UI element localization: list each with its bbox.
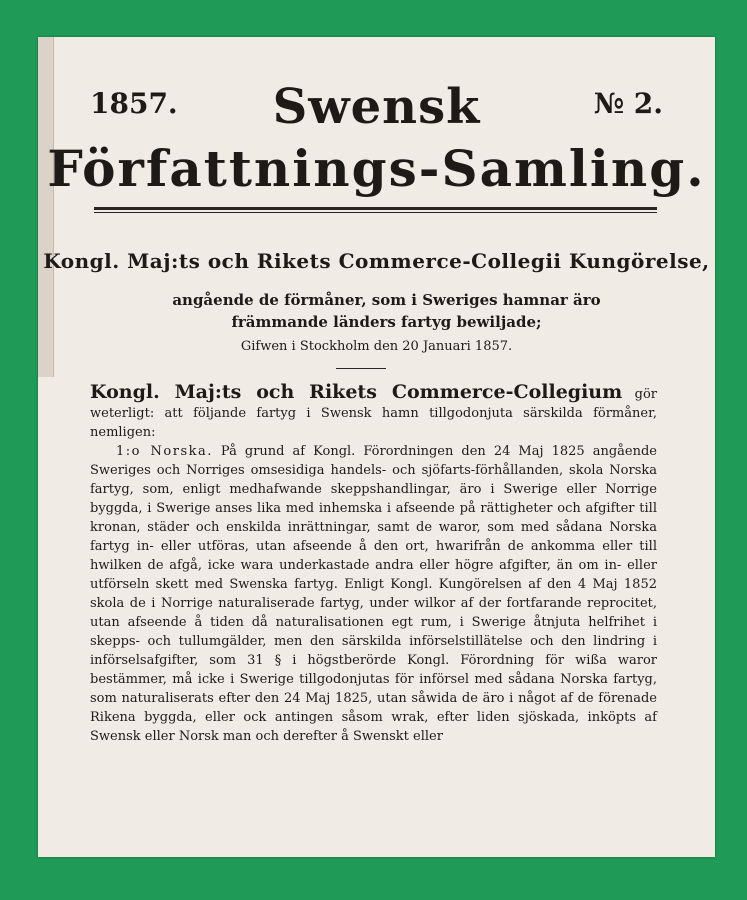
issue-year: 1857. xyxy=(90,87,178,120)
masthead-word-svensk: Swensk xyxy=(272,79,481,135)
masthead xyxy=(90,79,663,137)
masthead-rule-thick xyxy=(94,207,657,210)
ordinance-date: Gifwen i Stockholm den 20 Januari 1857. xyxy=(240,339,513,354)
masthead-title: Författnings-Samling. xyxy=(47,139,706,198)
item-label: 1:o Norska. xyxy=(116,444,213,459)
intro-text: gör weterligt: att följande fartyg i Swensk hamn tillgodonjuta särskilda förmåner, nemligen: xyxy=(90,387,657,440)
issue-number: № 2. xyxy=(593,87,663,120)
lead-phrase: Kongl. Maj:ts och Rikets Commerce-Collegium xyxy=(90,381,623,403)
ordinance-subtitle: angående de förmåner, som i Sweriges hamnar äro främmande länders fartyg bewiljade; xyxy=(172,291,601,331)
item-paragraph xyxy=(90,442,657,746)
masthead-rule-thin xyxy=(94,212,657,213)
section-divider xyxy=(336,368,386,369)
ordinance-title: Kongl. Maj:ts och Rikets Commerce-Collegii Kungörelse, xyxy=(43,249,710,273)
document-page xyxy=(38,37,715,857)
body-text xyxy=(90,383,657,746)
intro-paragraph xyxy=(90,383,657,442)
item-text: På grund af Kongl. Förordningen den 24 Maj 1825 angående Sweriges och Norriges omsesidiga handels- och sjöfarts-förhållanden, skola Norska fartyg, som, enligt medhafwande skeppshandlingar, äro i Swerige eller Norrige byggda, i Swerige anses lika med inhemska i afseende på rättigheter och afgifter till kronan, städer och enskilda inrättningar, samt de waror, som med sådana Norska fartyg in- eller utföras, utan afseende å den ort, hwarifrån de ankomma eller till hwilken de afgå, icke wara underkastade andra eller högre afgifter, än om in- eller utförseln skett med Swenska fartyg. Enligt Kongl. Kungörelsen af den 4 Maj 1852 skola de i Norrige naturaliserade fartyg, under wilkor af der fortfarande reprocitet, utan afseende å tiden då naturalisationen egt rum, i Swerige åtnjuta helfrihet i skepps- och tullumgälder, men den särskilda införselstillätelse och den lindring i införselsafgifter, som 31 § i högstberörde Kongl. Förordning för wißa waror bestämmer, må icke i Swerige tillgodonjutas för införsel med sådana Norska fartyg, som naturaliserats efter den 24 Maj 1825, utan såwida de äro i något af de förenade Rikena byggda, eller ock antingen såsom wrak, efter liden sjöskada, inköpts af Swensk eller Norsk man och derefter å Swenskt eller xyxy=(90,444,657,744)
binding-edge-strip xyxy=(38,37,54,377)
